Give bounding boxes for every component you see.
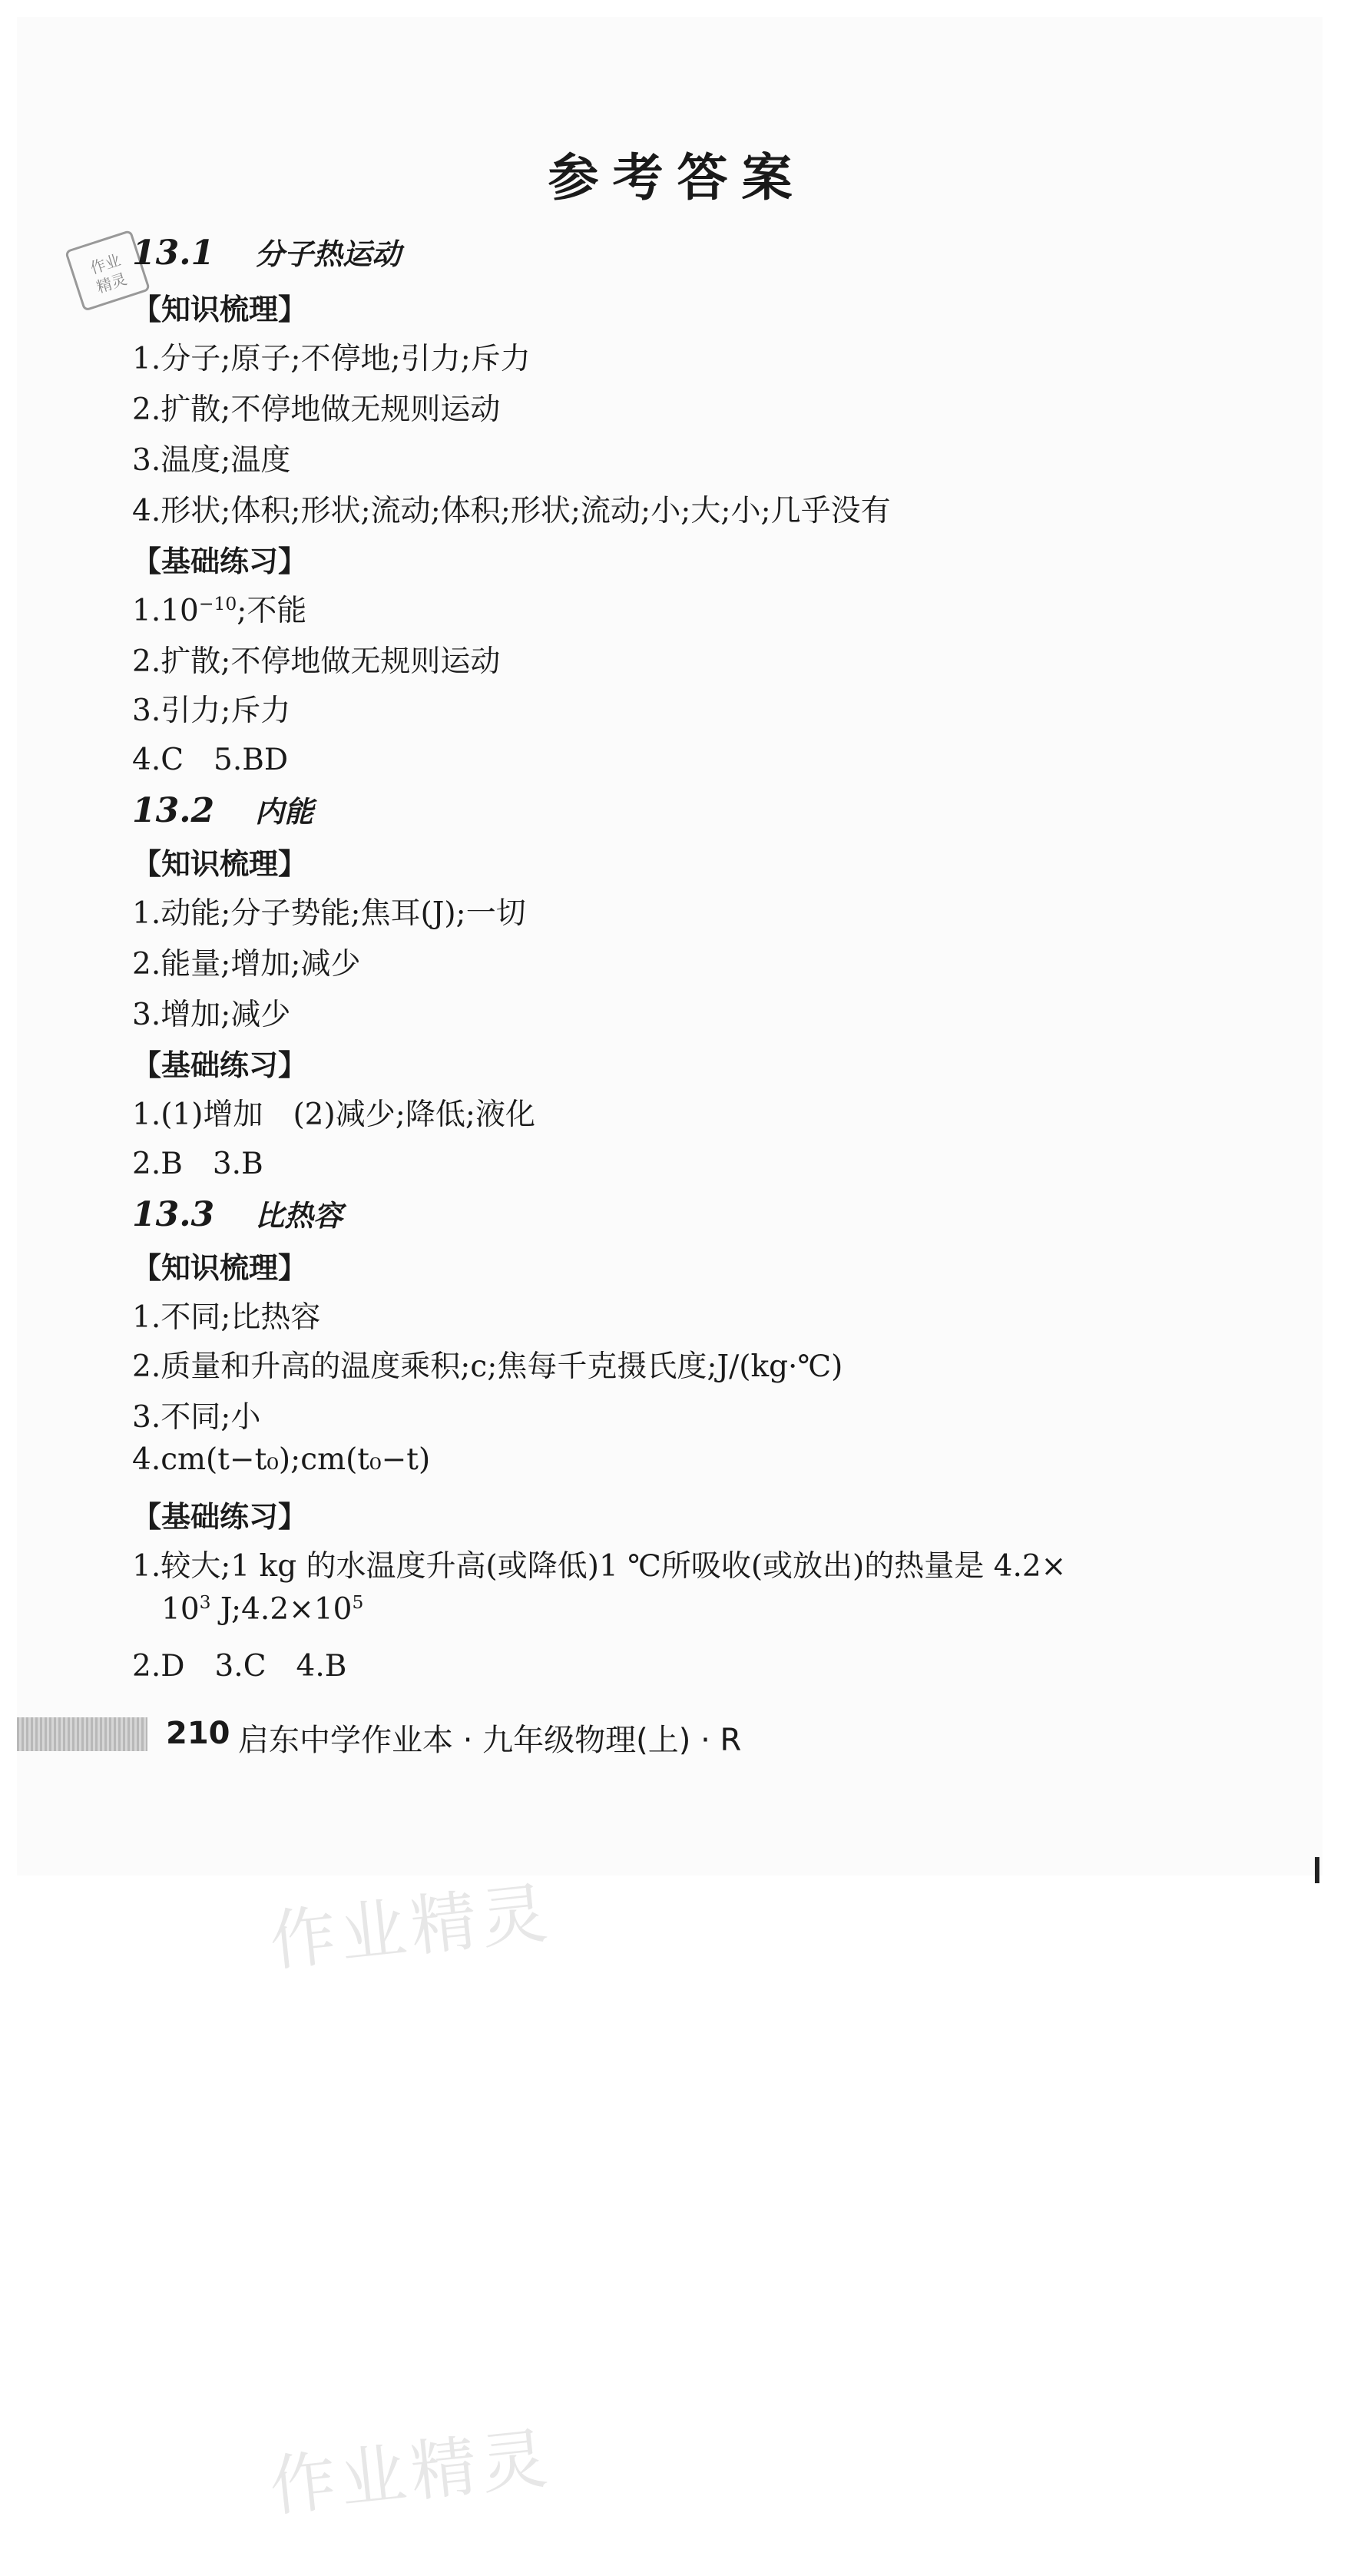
section-number: 13.3 — [132, 1195, 215, 1234]
knowledge-header: 【知识梳理】 — [132, 846, 308, 881]
section-name: 内能 — [255, 794, 314, 829]
book-title: 启东中学作业本 · 九年级物理(上) · R — [238, 1723, 742, 1758]
answer-line: 2.扩散;不停地做无规则运动 — [132, 392, 501, 427]
svg-text:作业: 作业 — [88, 250, 123, 278]
section-heading-13-1 — [132, 230, 401, 273]
footer-decorative-bar — [17, 1717, 147, 1751]
answer-line: 4.cm(t−t₀);cm(t₀−t) — [132, 1442, 431, 1477]
section-heading-13-2 — [132, 788, 313, 830]
section-number: 13.1 — [132, 233, 215, 273]
answer-line: 1.(1)增加 (2)减少;降低;液化 — [132, 1098, 535, 1132]
practice-header: 【基础练习】 — [132, 1048, 308, 1082]
watermark: 作业精灵 — [266, 2419, 556, 2526]
watermark: 作业精灵 — [266, 1874, 556, 1981]
answer-line: 3.增加;减少 — [132, 998, 291, 1032]
answer-line: 2.扩散;不停地做无规则运动 — [132, 644, 501, 679]
answer-line: 2.能量;增加;减少 — [132, 947, 361, 982]
practice-header: 【基础练习】 — [132, 1499, 308, 1534]
answer-line: $1.10^{-10}$;不能 — [132, 593, 307, 628]
section-heading-13-3 — [132, 1192, 343, 1234]
answer-line: 3.不同;小 — [132, 1400, 261, 1435]
section-name: 比热容 — [255, 1198, 343, 1233]
answer-line: 1.动能;分子势能;焦耳(J);一切 — [132, 896, 526, 931]
answer-line: 4.C 5.BD — [132, 743, 289, 777]
answer-line: 1.分子;原子;不停地;引力;斥力 — [132, 342, 531, 376]
answer-line: 2.B 3.B — [132, 1147, 263, 1181]
section-number: 13.2 — [132, 791, 215, 830]
svg-text:精灵: 精灵 — [94, 269, 130, 297]
practice-header: 【基础练习】 — [132, 544, 308, 578]
page-title: 参考答案 — [548, 147, 806, 207]
page-number: 210 — [166, 1716, 230, 1751]
answer-line: 3.温度;温度 — [132, 443, 291, 478]
answer-line: 3.引力;斥力 — [132, 694, 291, 728]
knowledge-header: 【知识梳理】 — [132, 1250, 308, 1285]
section-name: 分子热运动 — [255, 237, 402, 271]
page-edge-mark — [1315, 1857, 1319, 1883]
answer-line: 1.不同;比热容 — [132, 1300, 321, 1335]
answer-line-continued: $10^3$ $J;4.2\times 10^5$ — [161, 1591, 364, 1627]
answer-line: 4.形状;体积;形状;流动;体积;形状;流动;小;大;小;几乎没有 — [132, 494, 891, 528]
answer-line: 2.质量和升高的温度乘积;c;焦每千克摄氏度;J/(kg·℃) — [132, 1349, 843, 1384]
knowledge-header: 【知识梳理】 — [132, 292, 308, 326]
answer-line: 1.较大;1 kg 的水温度升高(或降低)1 ℃所吸收(或放出)的热量是 4.2× — [132, 1549, 1067, 1584]
answer-line: 2.D 3.C 4.B — [132, 1649, 347, 1684]
